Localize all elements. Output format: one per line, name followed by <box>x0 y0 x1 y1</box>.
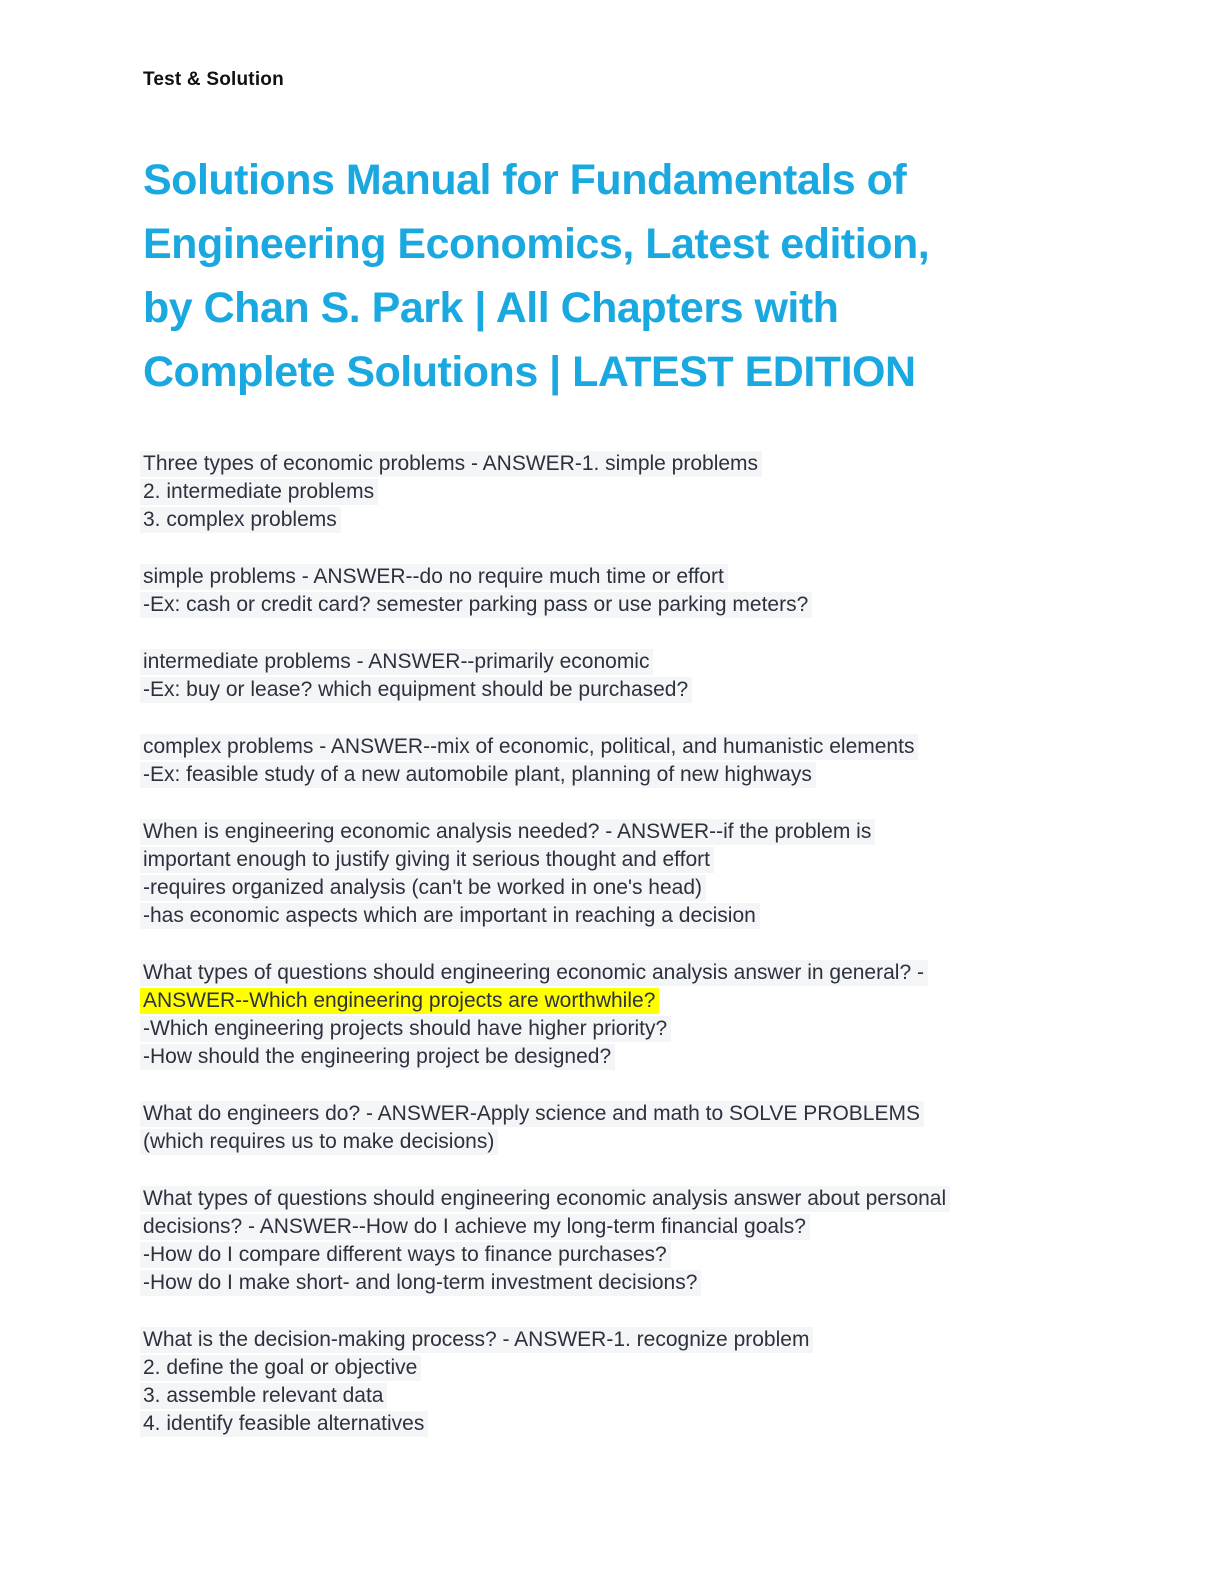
qa-block <box>143 648 1084 704</box>
document-header-label: Test & Solution <box>143 69 284 90</box>
line-highlight-text: simple problems - ANSWER--do no require much time or effort <box>140 564 728 590</box>
qa-line <box>143 563 1084 591</box>
qa-line <box>143 676 1084 704</box>
qa-block <box>143 818 1084 930</box>
qa-block <box>143 563 1084 619</box>
title-line: Engineering Economics, Latest edition, <box>143 220 930 268</box>
qa-line <box>143 1382 1084 1410</box>
line-highlight-text: -How do I compare different ways to finance purchases? <box>140 1242 671 1268</box>
line-highlight-text: 3. assemble relevant data <box>140 1383 387 1409</box>
line-highlight-text: (which requires us to make decisions) <box>140 1129 498 1155</box>
line-highlight-text: -How should the engineering project be designed? <box>140 1044 615 1070</box>
qa-line <box>143 987 1084 1015</box>
qa-block <box>143 1185 1084 1297</box>
qa-line <box>143 591 1084 619</box>
line-highlight-text: important enough to justify giving it serious thought and effort <box>140 847 714 873</box>
qa-line <box>143 1015 1084 1043</box>
line-highlight-text: -Ex: feasible study of a new automobile plant, planning of new highways <box>140 762 816 788</box>
qa-line <box>143 733 1084 761</box>
line-highlight-text: Three types of economic problems - ANSWER-1. simple problems <box>140 451 762 477</box>
qa-line <box>143 1354 1084 1382</box>
line-highlight-text: -How do I make short- and long-term investment decisions? <box>140 1270 701 1296</box>
qa-block <box>143 1326 1084 1438</box>
qa-line <box>143 1043 1084 1071</box>
line-highlight-text: -has economic aspects which are important in reaching a decision <box>140 903 760 929</box>
qa-line <box>143 1100 1084 1128</box>
qa-line <box>143 1410 1084 1438</box>
qa-line <box>143 1326 1084 1354</box>
qa-line <box>143 874 1084 902</box>
line-highlight-text: 2. define the goal or objective <box>140 1355 421 1381</box>
qa-block <box>143 733 1084 789</box>
qa-block <box>143 450 1084 534</box>
title-line: by Chan S. Park | All Chapters with <box>143 284 839 332</box>
line-highlight-text: When is engineering economic analysis needed? - ANSWER--if the problem is <box>140 819 875 845</box>
qa-line <box>143 648 1084 676</box>
qa-line <box>143 902 1084 930</box>
qa-line <box>143 450 1084 478</box>
qa-line <box>143 506 1084 534</box>
title-line: Complete Solutions | LATEST EDITION <box>143 348 916 396</box>
line-highlight-text: What types of questions should engineering economic analysis answer in general? - <box>140 960 928 986</box>
line-highlight-text: decisions? - ANSWER--How do I achieve my long-term financial goals? <box>140 1214 810 1240</box>
qa-line <box>143 1185 1084 1213</box>
line-highlight-text: What do engineers do? - ANSWER-Apply science and math to SOLVE PROBLEMS <box>140 1101 924 1127</box>
line-highlight-text: 4. identify feasible alternatives <box>140 1411 428 1437</box>
document-title <box>143 148 1084 404</box>
answer-highlight-text: ANSWER--Which engineering projects are worthwhile? <box>140 988 659 1014</box>
line-highlight-text: -Ex: buy or lease? which equipment should be purchased? <box>140 677 692 703</box>
qa-line <box>143 818 1084 846</box>
line-highlight-text: -Which engineering projects should have higher priority? <box>140 1016 671 1042</box>
line-highlight-text: 2. intermediate problems <box>140 479 378 505</box>
line-highlight-text: -requires organized analysis (can't be worked in one's head) <box>140 875 706 901</box>
line-highlight-text: intermediate problems - ANSWER--primarily economic <box>140 649 653 675</box>
line-highlight-text: -Ex: cash or credit card? semester parking pass or use parking meters? <box>140 592 812 618</box>
line-highlight-text: 3. complex problems <box>140 507 341 533</box>
qa-line <box>143 846 1084 874</box>
qa-line <box>143 1128 1084 1156</box>
qa-line <box>143 959 1084 987</box>
qa-line <box>143 1241 1084 1269</box>
qa-line <box>143 1269 1084 1297</box>
qa-block <box>143 1100 1084 1156</box>
qa-content <box>143 450 1084 1438</box>
line-highlight-text: complex problems - ANSWER--mix of economic, political, and humanistic elements <box>140 734 918 760</box>
title-line: Solutions Manual for Fundamentals of <box>143 156 907 204</box>
qa-line <box>143 478 1084 506</box>
line-highlight-text: What is the decision-making process? - ANSWER-1. recognize problem <box>140 1327 813 1353</box>
qa-line <box>143 1213 1084 1241</box>
qa-line <box>143 761 1084 789</box>
line-highlight-text: What types of questions should engineering economic analysis answer about personal <box>140 1186 950 1212</box>
qa-block <box>143 959 1084 1071</box>
